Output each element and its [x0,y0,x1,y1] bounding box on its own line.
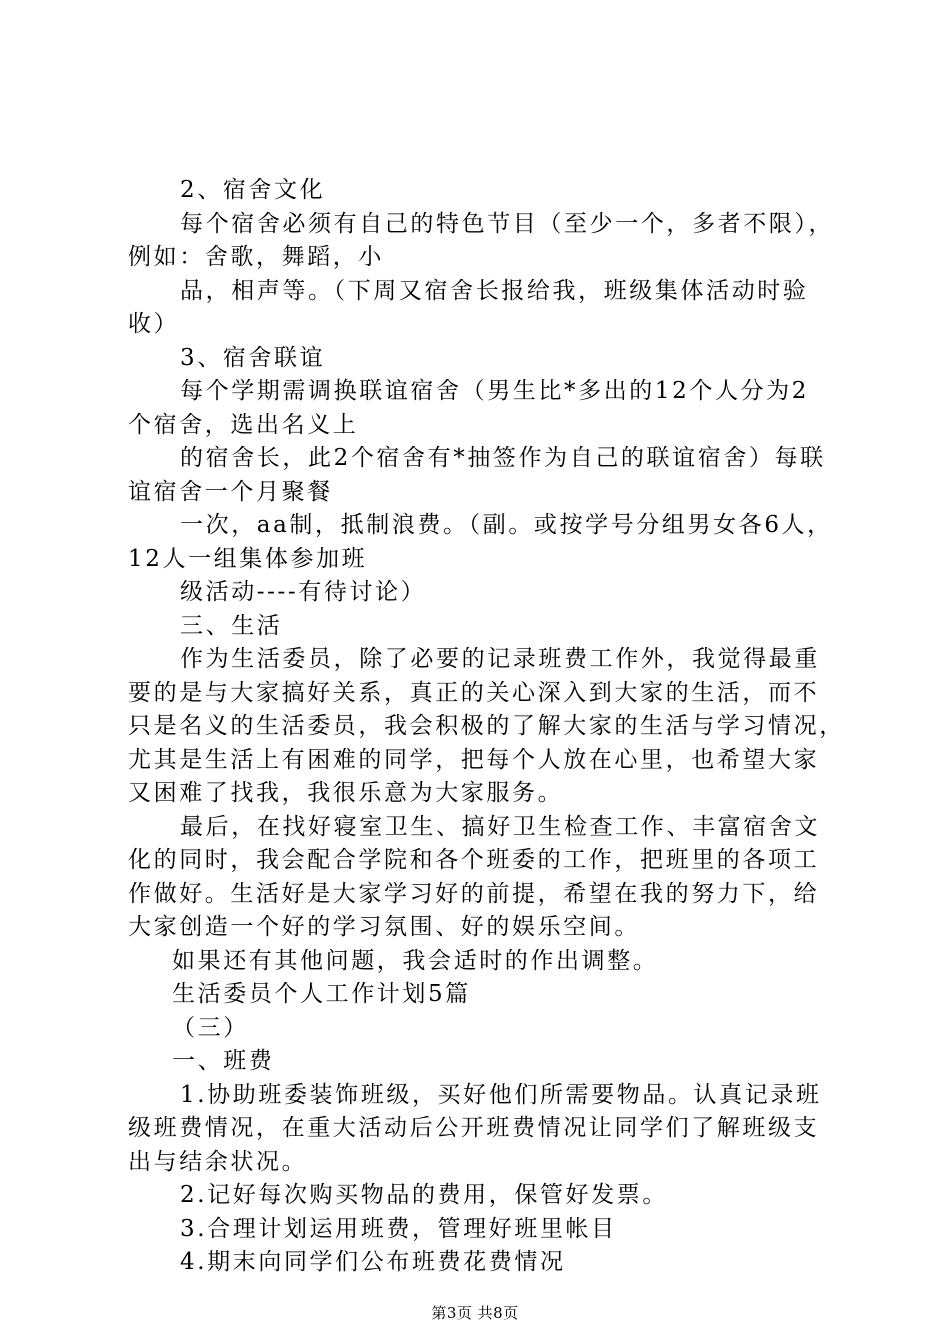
paragraph-line: 级班费情况，在重大活动后公开班费情况让同学们了解班级支 [128,1115,820,1141]
paragraph-line: 谊宿舍一个月聚餐 [128,478,333,505]
paragraph-line: 出与结余状况。 [128,1148,308,1175]
paragraph-line: 每个学期需调换联谊宿舍（男生比*多出的12个人分为2 [180,378,809,404]
paragraph-line: 级活动----有待讨论） [180,579,427,605]
paragraph-line: 如果还有其他问题，我会适时的作出调整。 [172,947,659,974]
paragraph-line: 作做好。生活好是大家学习好的前提，希望在我的努力下，给 [128,880,820,907]
list-item: 3.合理计划运用班费，管理好班里帐目 [180,1215,617,1242]
paragraph-line: 要的是与大家搞好关系，真正的关心深入到大家的生活，而不 [128,679,820,706]
page-number-footer: 第3页 共8页 [431,1304,519,1322]
paragraph-line: 大家创造一个好的学习氛围、好的娱乐空间。 [128,914,640,940]
section-heading-dorm-fellowship: 3、宿舍联谊 [180,344,326,371]
paragraph-line: 只是名义的生活委员，我会积极的了解大家的生活与学习情况， [128,713,845,739]
paragraph-line: 个宿舍，选出名义上 [128,411,359,438]
paragraph-line: 一次，aa制，抵制浪费。（副。或按学号分组男女各6人， [180,512,833,538]
paragraph-line: 最后，在找好寝室卫生、搞好卫生检查工作、丰富宿舍文 [180,813,820,840]
list-item: 2.记好每次购买物品的费用，保管好发票。 [180,1182,668,1208]
paragraph-line: 的宿舍长，此2个宿舍有*抽签作为自己的联谊宿舍）每联 [180,445,826,471]
document-subtitle: 生活委员个人工作计划5篇 [172,981,471,1007]
paragraph-line: 又困难了找我，我很乐意为大家服务。 [128,780,564,806]
part-marker: （三） [172,1014,249,1041]
list-item: 1.协助班委装饰班级，买好他们所需要物品。认真记录班 [180,1081,822,1108]
section-heading-dorm-culture: 2、宿舍文化 [180,177,326,203]
list-item: 4.期末向同学们公布班费花费情况 [180,1249,566,1275]
section-heading-class-fee: 一、班费 [172,1048,275,1074]
paragraph-line: 尤其是生活上有困难的同学，把每个人放在心里，也希望大家 [128,746,820,773]
paragraph-line: 作为生活委员，除了必要的记录班费工作外，我觉得最重 [180,646,820,672]
paragraph-line: 例如：舍歌，舞蹈，小 [128,244,384,270]
paragraph-line: 12人一组集体参加班 [128,545,368,572]
paragraph-line: 化的同时，我会配合学院和各个班委的工作，把班里的各项工 [128,847,820,873]
section-heading-life: 三、生活 [180,612,283,639]
paragraph-line: 品，相声等。（下周又宿舍长报给我，班级集体活动时验 [180,277,809,304]
body-text [128,174,848,1280]
paragraph-line: 每个宿舍必须有自己的特色节目（至少一个，多者不限）， [180,210,835,237]
paragraph-line: 收） [128,311,180,337]
